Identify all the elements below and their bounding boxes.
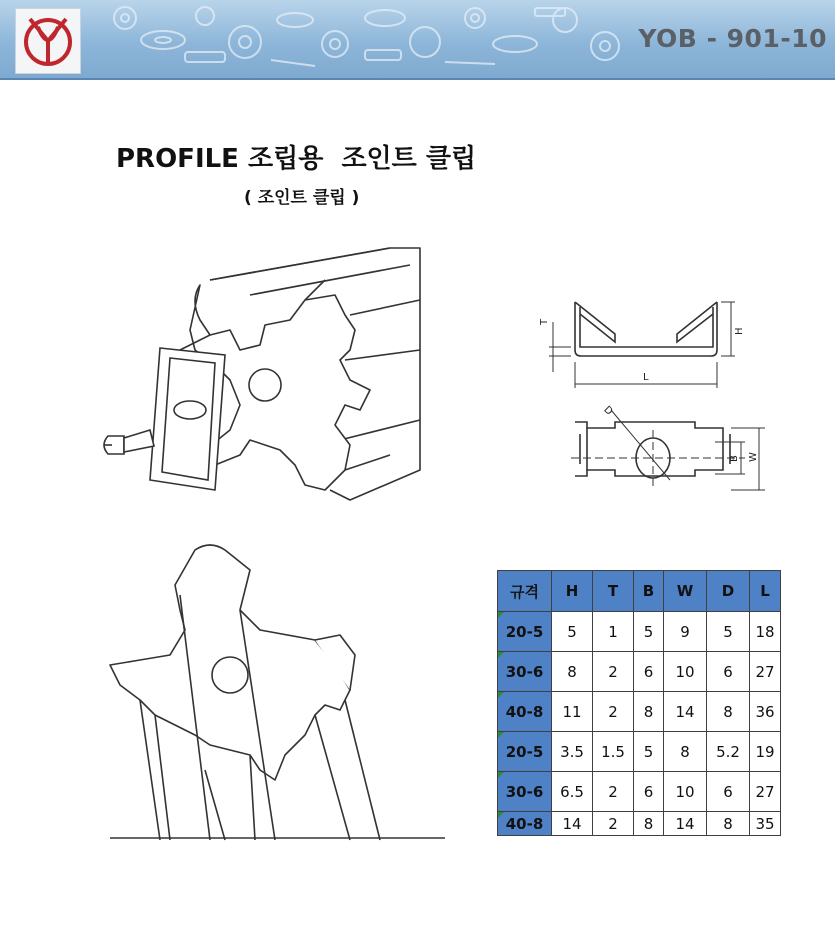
yob-logo-icon — [16, 9, 80, 73]
cell-h: 3.5 — [552, 732, 593, 772]
cell-b: 8 — [634, 692, 664, 732]
col-header-h: H — [552, 571, 593, 612]
cell-d: 8 — [707, 812, 750, 836]
col-header-model: 규격 — [498, 571, 552, 612]
col-header-b: B — [634, 571, 664, 612]
table-header-row — [498, 571, 781, 612]
fastener-pattern-decoration — [85, 0, 645, 78]
cell-b: 8 — [634, 812, 664, 836]
cell-model: 40-8 — [498, 692, 552, 732]
cell-h: 8 — [552, 652, 593, 692]
cell-w: 8 — [664, 732, 707, 772]
cell-l: 19 — [750, 732, 781, 772]
table-row — [498, 692, 781, 732]
cell-model: 20-5 — [498, 612, 552, 652]
col-header-l: L — [750, 571, 781, 612]
table-row — [498, 812, 781, 836]
dimension-label-b: B — [729, 455, 740, 462]
dimension-label-l: L — [643, 372, 649, 383]
cell-d: 5.2 — [707, 732, 750, 772]
spec-table — [497, 570, 781, 836]
cell-model: 20-5 — [498, 732, 552, 772]
cell-w: 10 — [664, 772, 707, 812]
cell-model: 30-6 — [498, 772, 552, 812]
cell-t: 2 — [593, 772, 634, 812]
clip-top-view-drawing — [545, 400, 775, 505]
cell-l: 18 — [750, 612, 781, 652]
cell-d: 6 — [707, 772, 750, 812]
cell-w: 14 — [664, 692, 707, 732]
cell-model: 40-8 — [498, 812, 552, 836]
dimension-label-h: H — [734, 327, 745, 335]
table-row — [498, 772, 781, 812]
cell-b: 5 — [634, 732, 664, 772]
page-subtitle: ( 조인트 클립 ) — [244, 188, 360, 208]
clip-side-view-drawing — [535, 292, 745, 397]
document-code: YOB - 901-10 — [638, 24, 827, 53]
cell-w: 14 — [664, 812, 707, 836]
cell-h: 11 — [552, 692, 593, 732]
profile-installed-drawing — [100, 540, 450, 850]
cell-l: 27 — [750, 652, 781, 692]
cell-model: 30-6 — [498, 652, 552, 692]
header-banner — [0, 0, 835, 78]
col-header-d: D — [707, 571, 750, 612]
dimension-label-w: W — [748, 452, 759, 462]
dimension-label-d: D — [601, 404, 615, 418]
cell-h: 6.5 — [552, 772, 593, 812]
cell-b: 6 — [634, 652, 664, 692]
header-divider — [0, 78, 835, 80]
table-row — [498, 612, 781, 652]
cell-b: 6 — [634, 772, 664, 812]
cell-w: 10 — [664, 652, 707, 692]
col-header-t: T — [593, 571, 634, 612]
cell-l: 27 — [750, 772, 781, 812]
cell-b: 5 — [634, 612, 664, 652]
col-header-w: W — [664, 571, 707, 612]
cell-t: 1.5 — [593, 732, 634, 772]
company-logo — [15, 8, 81, 74]
profile-assembly-drawing — [90, 240, 430, 520]
dimension-label-t: T — [539, 318, 550, 325]
cell-d: 8 — [707, 692, 750, 732]
cell-t: 2 — [593, 812, 634, 836]
cell-w: 9 — [664, 612, 707, 652]
cell-h: 5 — [552, 612, 593, 652]
cell-l: 35 — [750, 812, 781, 836]
cell-t: 2 — [593, 692, 634, 732]
table-row — [498, 732, 781, 772]
page-title: PROFILE 조립용 조인트 클립 — [116, 144, 477, 174]
cell-t: 1 — [593, 612, 634, 652]
cell-d: 6 — [707, 652, 750, 692]
cell-h: 14 — [552, 812, 593, 836]
cell-t: 2 — [593, 652, 634, 692]
cell-d: 5 — [707, 612, 750, 652]
table-row — [498, 652, 781, 692]
cell-l: 36 — [750, 692, 781, 732]
